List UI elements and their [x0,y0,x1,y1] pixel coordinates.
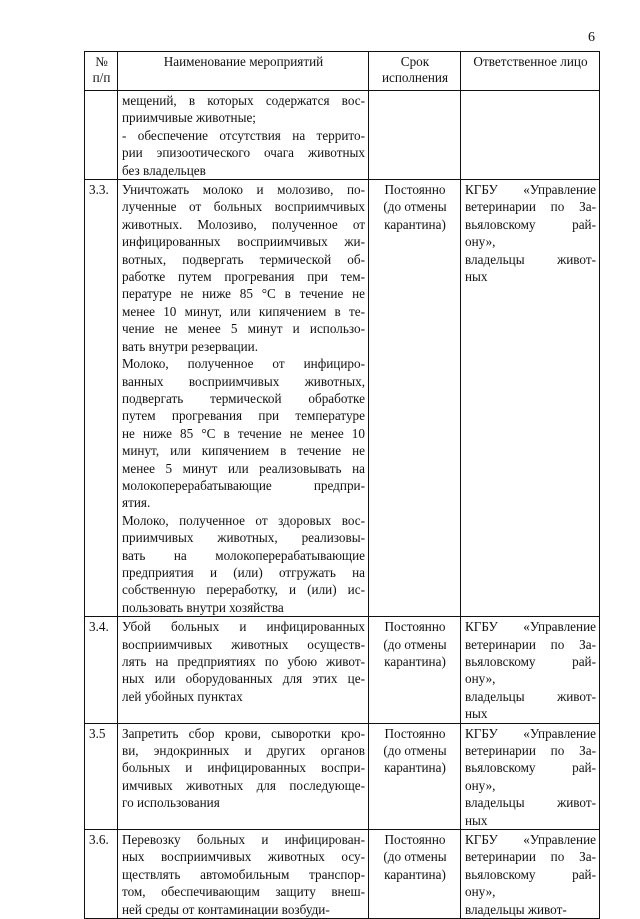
header-num-line: № [95,54,108,69]
measure-term [369,723,461,829]
measure-term [369,617,461,723]
measure-text-line: приимчивых животных, реализовы- [122,530,365,546]
measure-text-line: лять на предприятиях по убою живот- [122,654,365,669]
row-number [85,91,118,180]
measure-text-line: ных восприимчивых животных осу- [122,849,365,865]
row-number: 3.5 [85,723,118,829]
measure-responsible [461,617,600,723]
header-resp: Ответственное лицо [461,52,600,91]
header-num [85,52,118,91]
header-num-line: п/п [92,69,111,85]
measure-term-line: карантина) [384,216,446,232]
page-number: 6 [588,30,595,45]
measure-text-line: том, обеспечивающим защиту внеш- [122,884,365,900]
measure-responsible [461,91,600,180]
measure-text-line: без владельцев [122,162,206,178]
header-term-line: исполнения [381,69,449,85]
measure-text-line: больных и инфицированных воспри- [122,760,365,776]
measure-responsible-line: ветеринарии по За- [465,743,596,759]
measure-text-line: Перевозку больных и инфицирован- [122,832,365,848]
header-name: Наименование мероприятий [118,52,369,91]
measure-responsible-line: КГБУ «Управление [465,725,596,741]
measure-text-line: чение не менее 5 минут и использо- [122,321,365,337]
measure-responsible-line: вьяловскому рай- [465,654,596,669]
measure-text-line: менее 5 минут или реализовывать на [122,460,365,476]
measure-responsible-line: ону», [465,234,496,250]
measure-responsible-line: владельцы живот- [465,901,567,917]
measure-text [118,91,369,180]
measure-text [118,617,369,723]
measure-term-line: Постоянно [384,832,446,848]
row-number: 3.4. [85,617,118,723]
measure-text-line: подвергать термической обработке [122,390,365,406]
header-term [369,52,461,91]
measure-text-line: приимчивые животные; [122,110,256,126]
measure-term-line: карантина) [384,866,446,882]
measure-text-line: рии эпизоотического очага животных [122,145,365,161]
measure-term-line: Постоянно [384,725,446,741]
measure-responsible [461,180,600,617]
measure-term-line: Постоянно [384,619,446,635]
measure-text-line: вотных, подвергать термической об- [122,251,365,267]
measure-text-line: го использования [122,795,220,811]
table-row [85,830,600,919]
measure-responsible-line: вьяловскому рай- [465,216,596,232]
measure-term [369,180,461,617]
measure-text-line: ных или оборудованных для этих це- [122,671,365,687]
measure-term-line: (до отмены [383,636,447,652]
measure-text-line: ществлять автомобильным транспор- [122,866,365,882]
measure-text-line: ятия. [122,495,151,511]
measure-text-line: инфицированных восприимчивых жи- [122,234,365,250]
table-row [85,617,600,723]
measure-responsible-line: КГБУ «Управление [465,832,596,848]
measure-text-line: вать на молокоперерабатывающие [122,547,365,563]
table-row [85,723,600,829]
measure-text [118,180,369,617]
measure-text-line: восприимчивых животных осуществ- [122,636,365,652]
measure-text-line: не ниже 85 °С в течение не менее 10 [122,425,365,441]
measure-responsible-line: владельцы живот- [465,795,596,811]
measure-text-line: Уничтожать молоко и молозиво, по- [122,182,365,198]
measure-responsible [461,723,600,829]
measure-text-line: - обеспечение отсутствия на террито- [122,127,365,143]
measure-term-line: (до отмены [383,199,447,215]
measure-text-line: пературе не ниже 85 °С в течение не [122,286,365,302]
measure-responsible-line: ону», [465,777,496,793]
measure-responsible-line: ону», [465,671,496,687]
measures-table [84,51,600,919]
measure-term-line: (до отмены [383,743,447,759]
measure-text-line: мещений, в которых содержатся вос- [122,93,365,108]
measure-text-line: Запретить сбор крови, сыворотки кро- [122,725,365,741]
measure-responsible-line: КГБУ «Управление [465,182,596,198]
measure-responsible-line: ону», [465,884,496,900]
measure-text-line: ви, эндокринных и других органов [122,743,365,759]
measure-responsible-line: КГБУ «Управление [465,619,596,635]
measure-text-line: лей убойных пунктах [122,688,243,704]
row-number: 3.3. [85,180,118,617]
measure-responsible [461,830,600,919]
measure-responsible-line: ветеринарии по За- [465,849,596,865]
table-header-row [85,52,600,91]
table-body [85,91,600,919]
measure-text-line: молокоперерабатывающие предпри- [122,477,365,493]
measure-text-line: предприятия и (или) отгружать на [122,564,365,580]
table-row [85,180,600,617]
measure-responsible-line: владельцы живот- [465,688,596,704]
measure-text-line: минут, или кипячением в течение не [122,443,365,459]
measure-term-line: Постоянно [384,182,446,198]
measure-responsible-line: ных [465,269,488,285]
measure-text-line: животных. Молозиво, полученное от [122,216,365,232]
measure-text-line: ней среды от контаминации возбуди- [122,901,330,917]
measure-term [369,91,461,180]
measure-responsible-line: ных [465,812,488,828]
measure-text-line: имчивых животных для последующе- [122,777,365,793]
measure-responsible-line: вьяловскому рай- [465,866,596,882]
measure-text [118,830,369,919]
measure-text-line: вать внутри резервации. [122,338,259,354]
measure-responsible-line: ных [465,706,488,722]
row-number: 3.6. [85,830,118,919]
measure-term [369,830,461,919]
measure-text-line: Убой больных и инфицированных [122,619,365,635]
measure-text-line: лученные от больных восприимчивых [122,199,365,215]
measure-term-line: карантина) [384,760,446,776]
measure-text-line: собственную переработку, и (или) ис- [122,582,365,598]
measure-text-line: путем прогревания при температуре [122,408,365,424]
measure-term-line: (до отмены [383,849,447,865]
table-row [85,91,600,180]
measure-responsible-line: ветеринарии по За- [465,199,596,215]
measure-text-line: менее 10 минут, или кипячением в те- [122,303,365,319]
header-term-line: Срок [400,54,430,69]
measure-text-line: работке путем прогревания при тем- [122,269,365,285]
measure-text-line: Молоко, полученное от здоровых вос- [122,512,365,528]
measure-text [118,723,369,829]
measure-responsible-line: ветеринарии по За- [465,636,596,652]
measure-term-line: карантина) [384,654,446,669]
measure-text-line: ванных восприимчивых животных, [122,373,365,389]
measure-text-line: пользовать внутри хозяйства [122,599,284,615]
measure-responsible-line: владельцы живот- [465,251,596,267]
measure-text-line: Молоко, полученное от инфициро- [122,356,365,372]
measure-responsible-line: вьяловскому рай- [465,760,596,776]
